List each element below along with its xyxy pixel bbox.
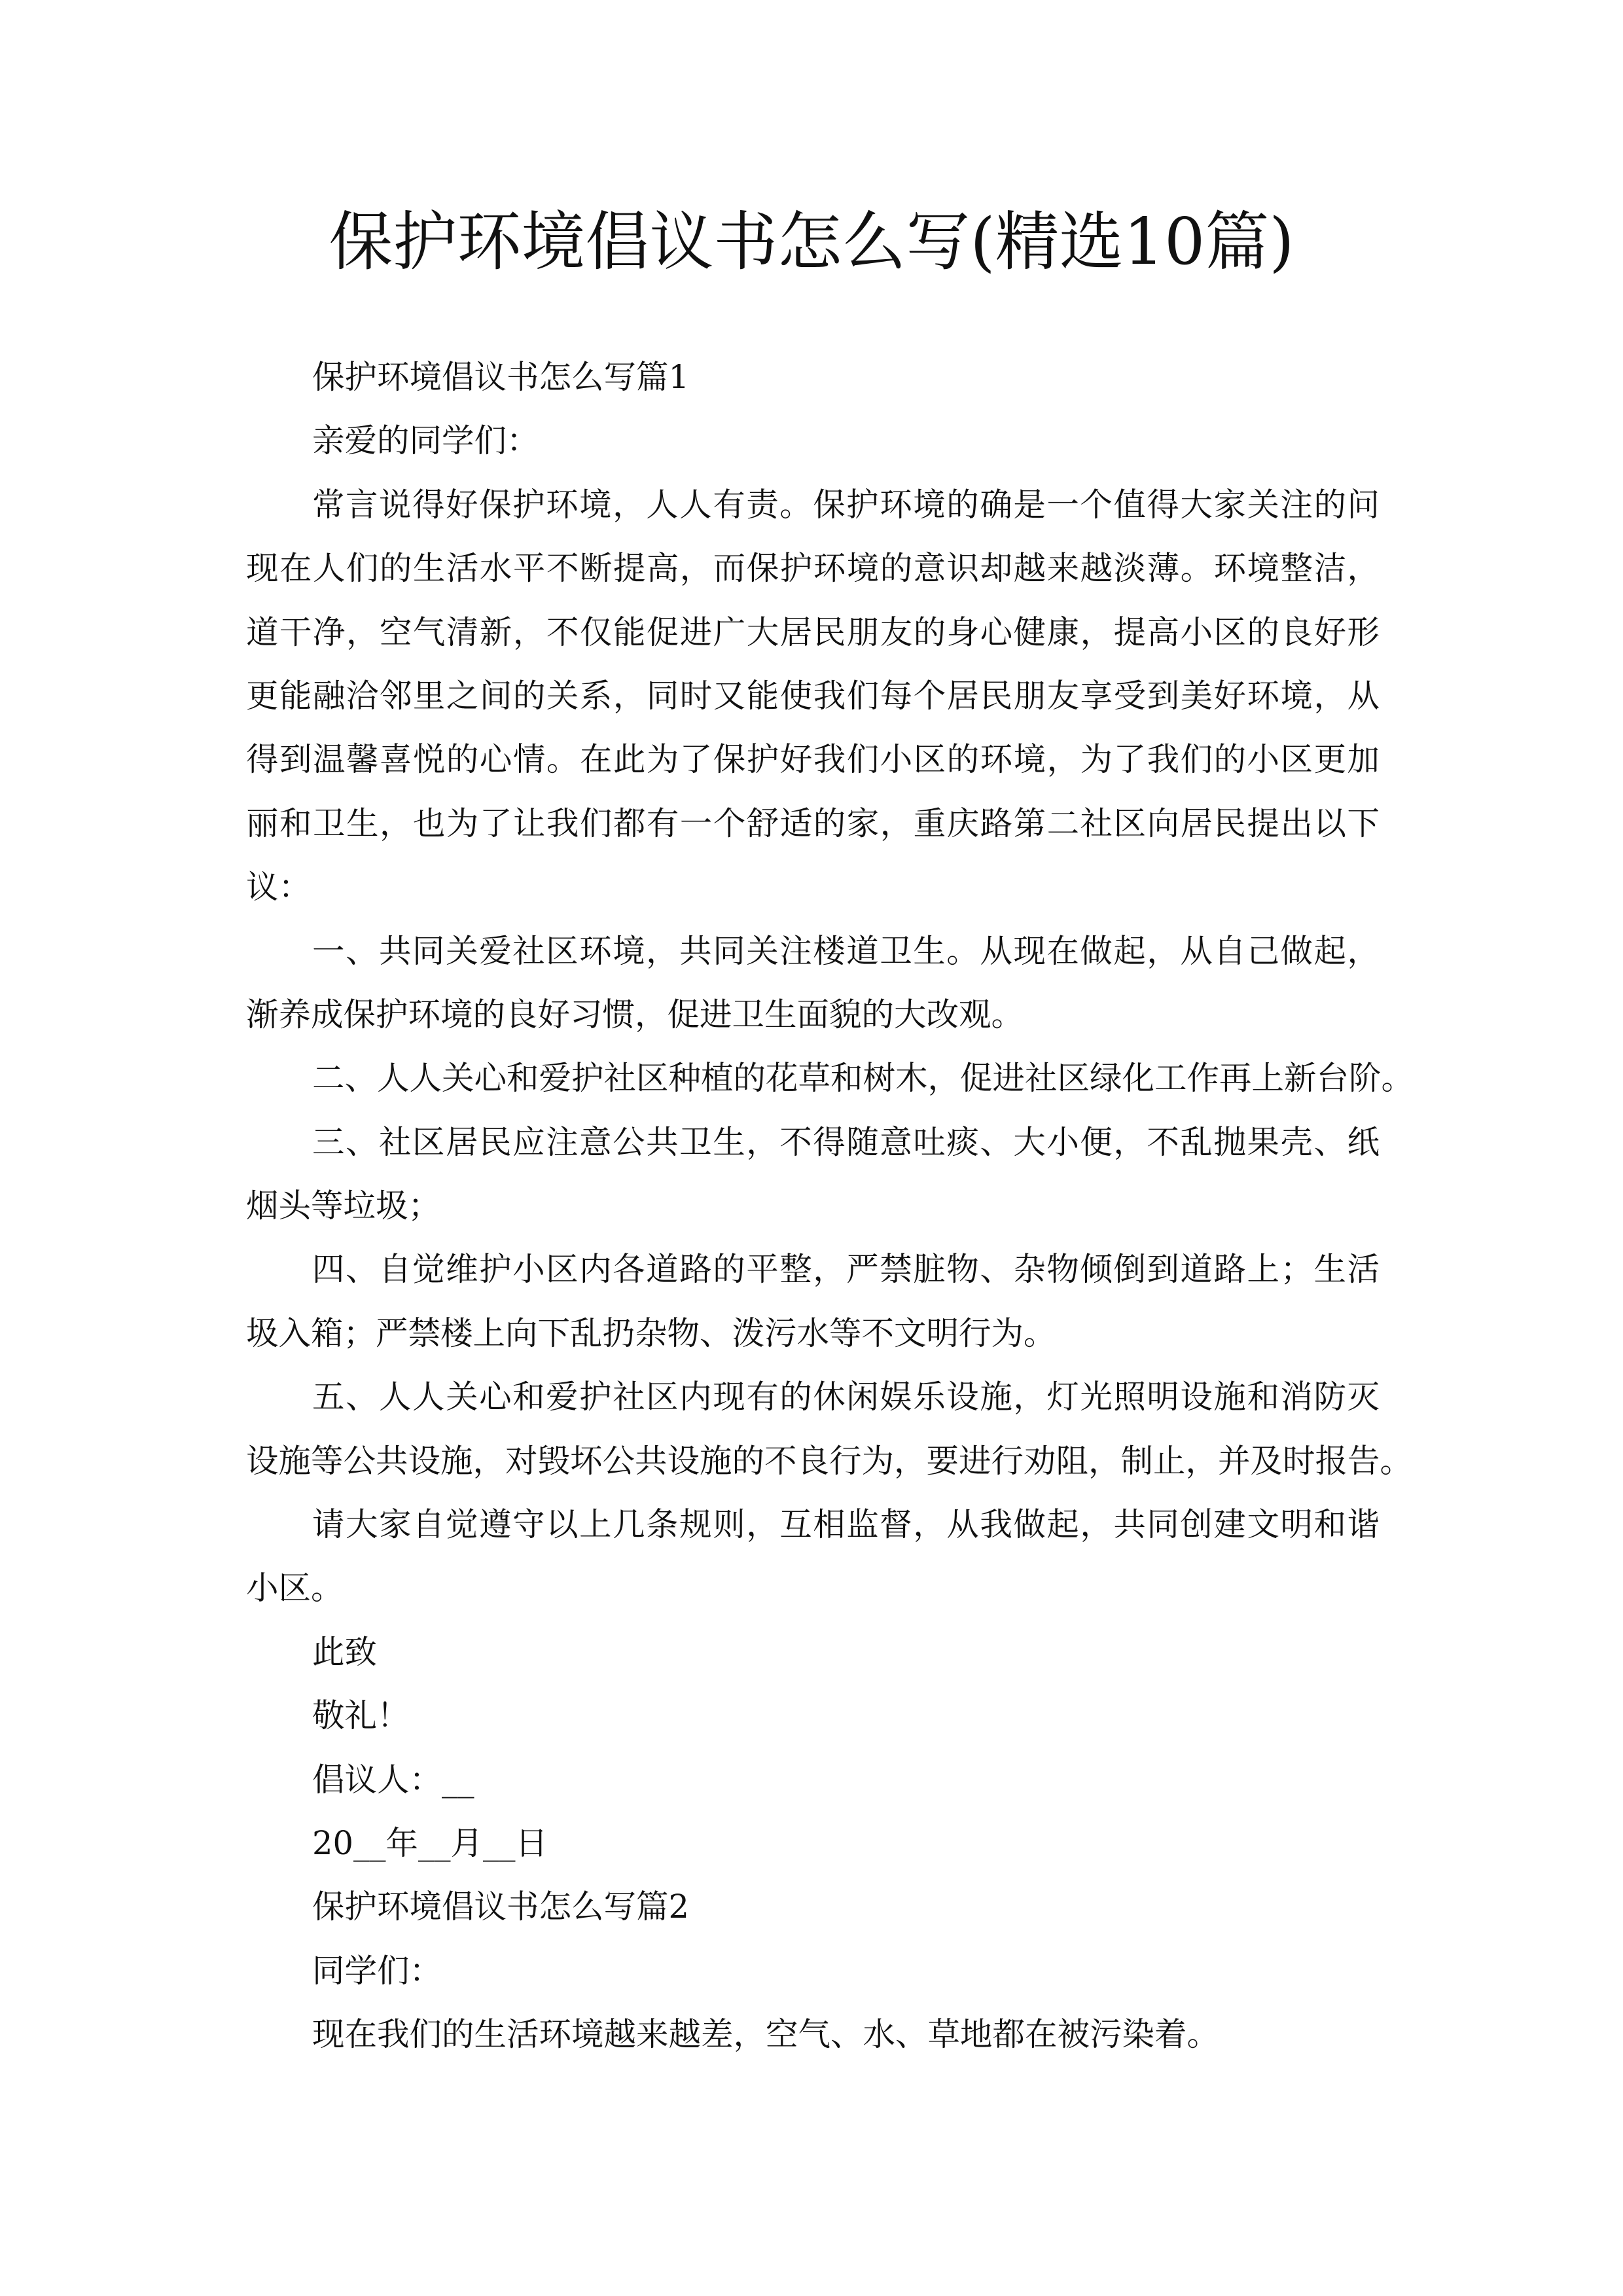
text-line: 二、人人关心和爱护社区种植的花草和树木，促进社区绿化工作再上新台阶。	[312, 1059, 1414, 1098]
text-line: 议：	[246, 868, 311, 906]
paragraph	[246, 2003, 1380, 2066]
paragraph	[246, 1812, 1380, 1875]
paragraph	[246, 1365, 1412, 1493]
paragraph	[246, 409, 1380, 473]
paragraph	[246, 346, 1380, 409]
text-line: 倡议人：__	[312, 1760, 474, 1799]
paragraph	[246, 1939, 1380, 2003]
document-body	[246, 346, 1414, 2067]
text-line: 保护环境倡议书怎么写篇1	[312, 358, 689, 396]
text-line: 敬礼！	[312, 1696, 410, 1735]
text-line: 20__年__月__日	[312, 1823, 548, 1862]
paragraph	[246, 1621, 1380, 1684]
text-line: 三、社区居民应注意公共卫生，不得随意吐痰、大小便，不乱抛果壳、纸	[312, 1122, 1380, 1161]
text-line: 渐养成保护环境的良好习惯，促进卫生面貌的大改观。	[246, 995, 1024, 1033]
text-line: 现在我们的生活环境越来越差，空气、水、草地都在被污染着。	[312, 2015, 1219, 2054]
paragraph	[246, 473, 1380, 920]
paragraph	[246, 1111, 1380, 1238]
paragraph	[246, 1684, 1380, 1748]
paragraph	[246, 1047, 1414, 1110]
text-line: 丽和卫生，也为了让我们都有一个舒适的家，重庆路第二社区向居民提出以下	[246, 804, 1380, 842]
text-line: 圾入箱；严禁楼上向下乱扔杂物、泼污水等不文明行为。	[246, 1314, 1056, 1352]
text-line: 现在人们的生活水平不断提高，而保护环境的意识却越来越淡薄。环境整洁，	[246, 549, 1380, 588]
text-line: 四、自觉维护小区内各道路的平整，严禁脏物、杂物倾倒到道路上；生活	[312, 1250, 1380, 1289]
paragraph	[246, 920, 1380, 1047]
paragraph	[246, 1238, 1380, 1365]
paragraph	[246, 1493, 1380, 1621]
text-line: 一、共同关爱社区环境，共同关注楼道卫生。从现在做起，从自己做起，	[312, 931, 1380, 970]
text-line: 请大家自觉遵守以上几条规则，互相监督，从我做起，共同创建文明和谐	[312, 1505, 1380, 1544]
text-line: 五、人人关心和爱护社区内现有的休闲娱乐设施，灯光照明设施和消防灭	[312, 1378, 1380, 1416]
paragraph	[246, 1748, 1380, 1812]
text-line: 保护环境倡议书怎么写篇2	[312, 1888, 689, 1926]
paragraph	[246, 1875, 1380, 1939]
text-line: 设施等公共设施，对毁坏公共设施的不良行为，要进行劝阻，制止，并及时报告。	[246, 1441, 1412, 1480]
text-line: 得到温馨喜悦的心情。在此为了保护好我们小区的环境，为了我们的小区更加	[246, 740, 1380, 779]
text-line: 常言说得好保护环境，人人有责。保护环境的确是一个值得大家关注的问	[312, 485, 1380, 524]
document-title: 保护环境倡议书怎么写(精选10篇)	[329, 205, 1294, 279]
text-line: 更能融洽邻里之间的关系，同时又能使我们每个居民朋友享受到美好环境，从	[246, 676, 1380, 715]
text-line: 亲爱的同学们：	[312, 422, 539, 460]
text-line: 道干净，空气清新，不仅能促进广大居民朋友的身心健康，提高小区的良好形	[246, 613, 1380, 651]
text-line: 小区。	[246, 1569, 344, 1607]
text-line: 此致	[312, 1632, 377, 1671]
text-line: 同学们：	[312, 1951, 442, 1990]
text-line: 烟头等垃圾；	[246, 1187, 440, 1225]
